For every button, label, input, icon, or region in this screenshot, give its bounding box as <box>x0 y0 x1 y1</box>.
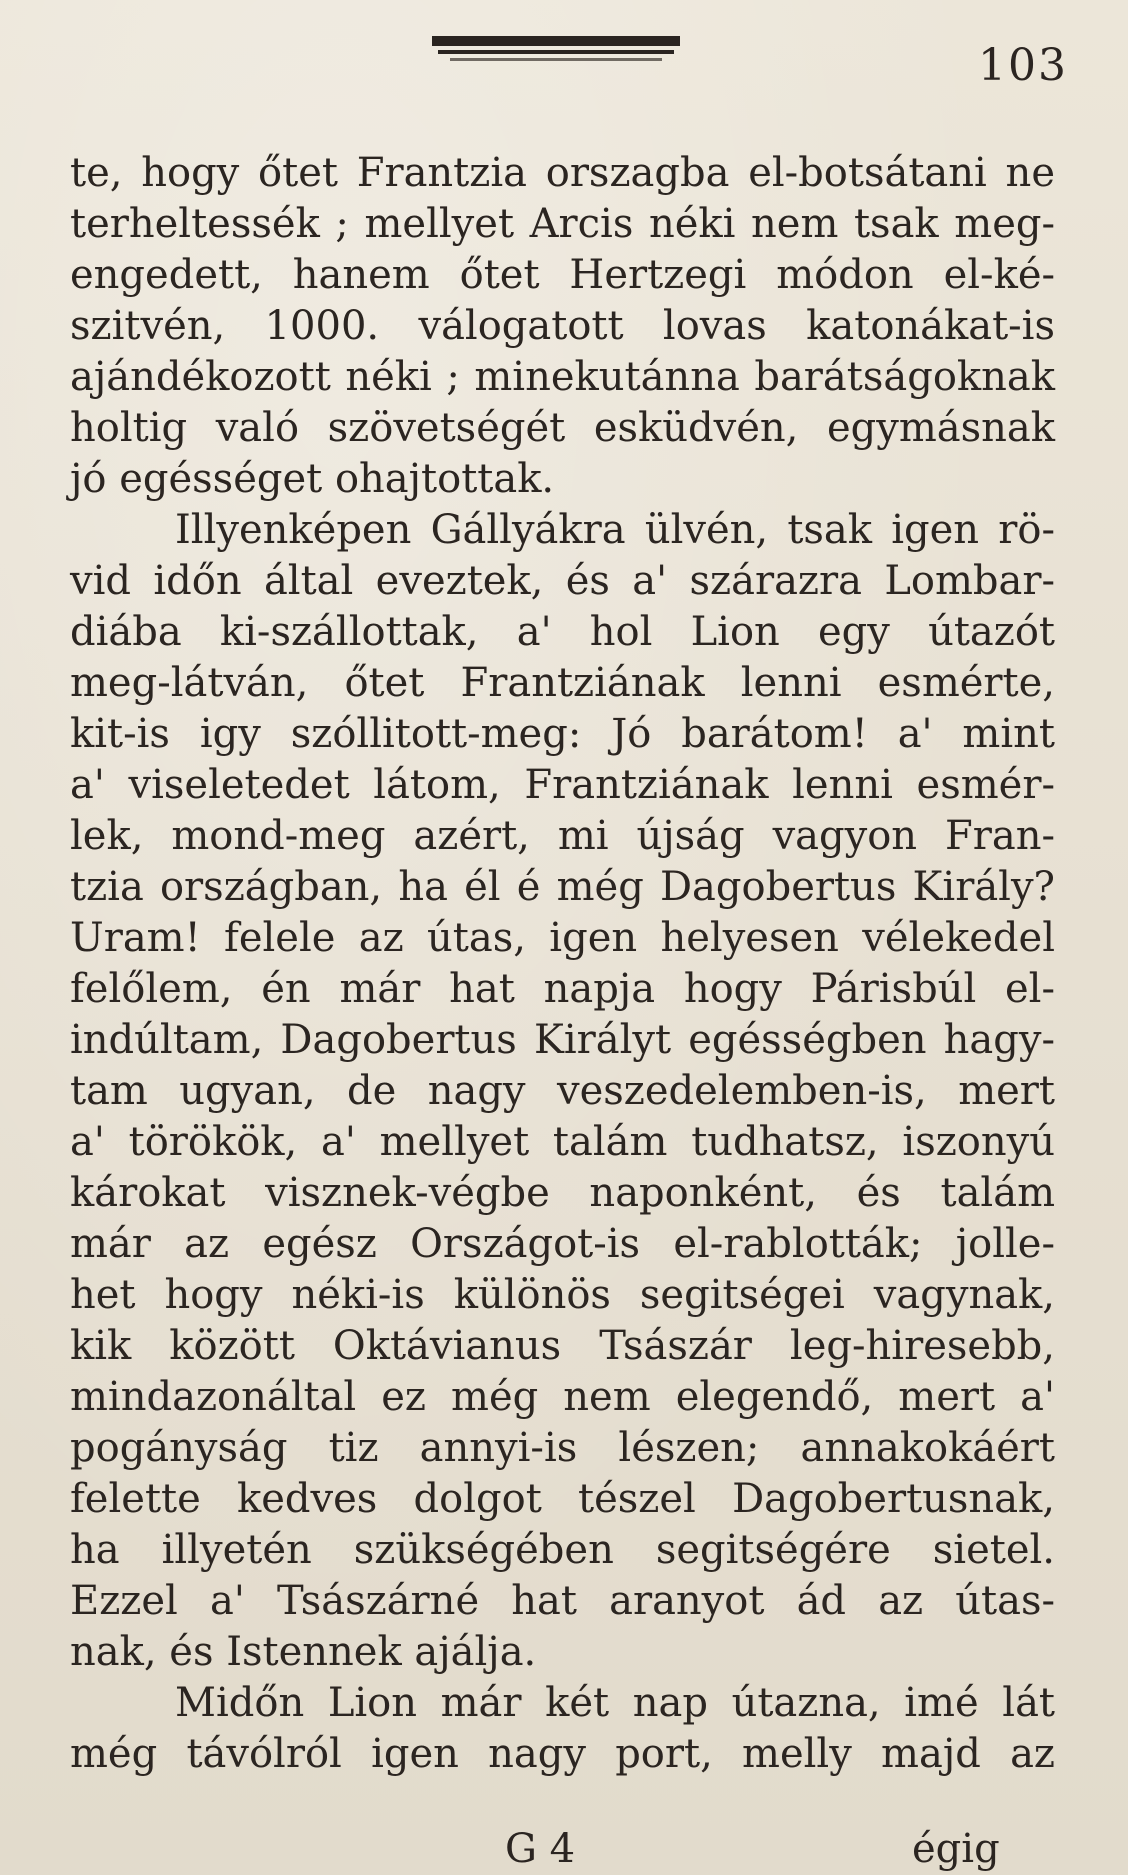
text-line: mindazonáltal ez még nem elegendő, mert a' <box>70 1374 1055 1420</box>
body-text <box>70 148 1055 1780</box>
text-line: terheltessék ; mellyet Arcis néki nem tsak meg- <box>70 201 1055 247</box>
text-line: károkat visznek-végbe naponként, és talám <box>70 1170 1055 1216</box>
text-line: indúltam, Dagobertus Királyt egésségben hagy- <box>70 1017 1055 1063</box>
text-line: felőlem, én már hat napja hogy Párisbúl el- <box>70 966 1055 1012</box>
text-line: még távólról igen nagy port, melly majd az <box>70 1731 1055 1777</box>
paragraph-start-line: Illyenképen Gállyákra ülvén, tsak igen rö- <box>175 507 1055 553</box>
header-rule <box>432 36 680 66</box>
text-line: nak, és Istennek ajálja. <box>70 1629 537 1675</box>
text-line: vid időn által eveztek, és a' szárazra Lombar- <box>70 558 1055 604</box>
text-line: a' viseletedet látom, Frantziának lenni esmér- <box>70 762 1055 808</box>
text-line: het hogy néki-is különös segitségei vagynak, <box>70 1272 1055 1318</box>
text-line: szitvén, 1000. válogatott lovas katonákat-is <box>70 303 1055 349</box>
text-line: kik között Oktávianus Tsászár leg-hiresebb, <box>70 1323 1055 1369</box>
text-line: kit-is igy szóllitott-meg: Jó barátom! a' mint <box>70 711 1055 757</box>
text-line: a' törökök, a' mellyet talám tudhatsz, iszonyú <box>70 1119 1055 1165</box>
signature-mark: G 4 <box>505 1826 576 1872</box>
text-line: jó egésséget ohajtottak. <box>70 456 555 502</box>
text-line: Uram! felele az útas, igen helyesen vélekedel <box>70 915 1055 961</box>
text-line: meg-látván, őtet Frantziának lenni esmérte, <box>70 660 1055 706</box>
text-line: már az egész Országot-is el-rablották; jolle- <box>70 1221 1055 1267</box>
text-line: ajándékozott néki ; minekutánna barátságoknak <box>70 354 1055 400</box>
text-line: lek, mond-meg azért, mi újság vagyon Fran- <box>70 813 1055 859</box>
text-line: tzia országban, ha él é még Dagobertus Király? <box>70 864 1055 910</box>
text-line: tam ugyan, de nagy veszedelemben-is, mert <box>70 1068 1055 1114</box>
page-number: 103 <box>978 40 1068 91</box>
header-rule-hairline <box>450 58 662 61</box>
text-line: ha illyetén szükségében segitségére sietel. <box>70 1527 1055 1573</box>
header-rule-thin <box>438 50 674 54</box>
text-line: holtig való szövetségét esküdvén, egymásnak <box>70 405 1055 451</box>
paragraph-start-line: Midőn Lion már két nap útazna, imé lát <box>175 1680 1055 1726</box>
text-line: diába ki-szállottak, a' hol Lion egy útazót <box>70 609 1055 655</box>
text-line: Ezzel a' Tsászárné hat aranyot ád az útas- <box>70 1578 1055 1624</box>
text-line: felette kedves dolgot tészel Dagobertusnak, <box>70 1476 1055 1522</box>
header-rule-thick <box>432 36 680 46</box>
text-line: engedett, hanem őtet Hertzegi módon el-ké- <box>70 252 1055 298</box>
catchword: égig <box>912 1826 1000 1872</box>
text-line: pogányság tiz annyi-is lészen; annakokáért <box>70 1425 1055 1471</box>
text-line: te, hogy őtet Frantzia orszagba el-botsátani ne <box>70 150 1055 196</box>
